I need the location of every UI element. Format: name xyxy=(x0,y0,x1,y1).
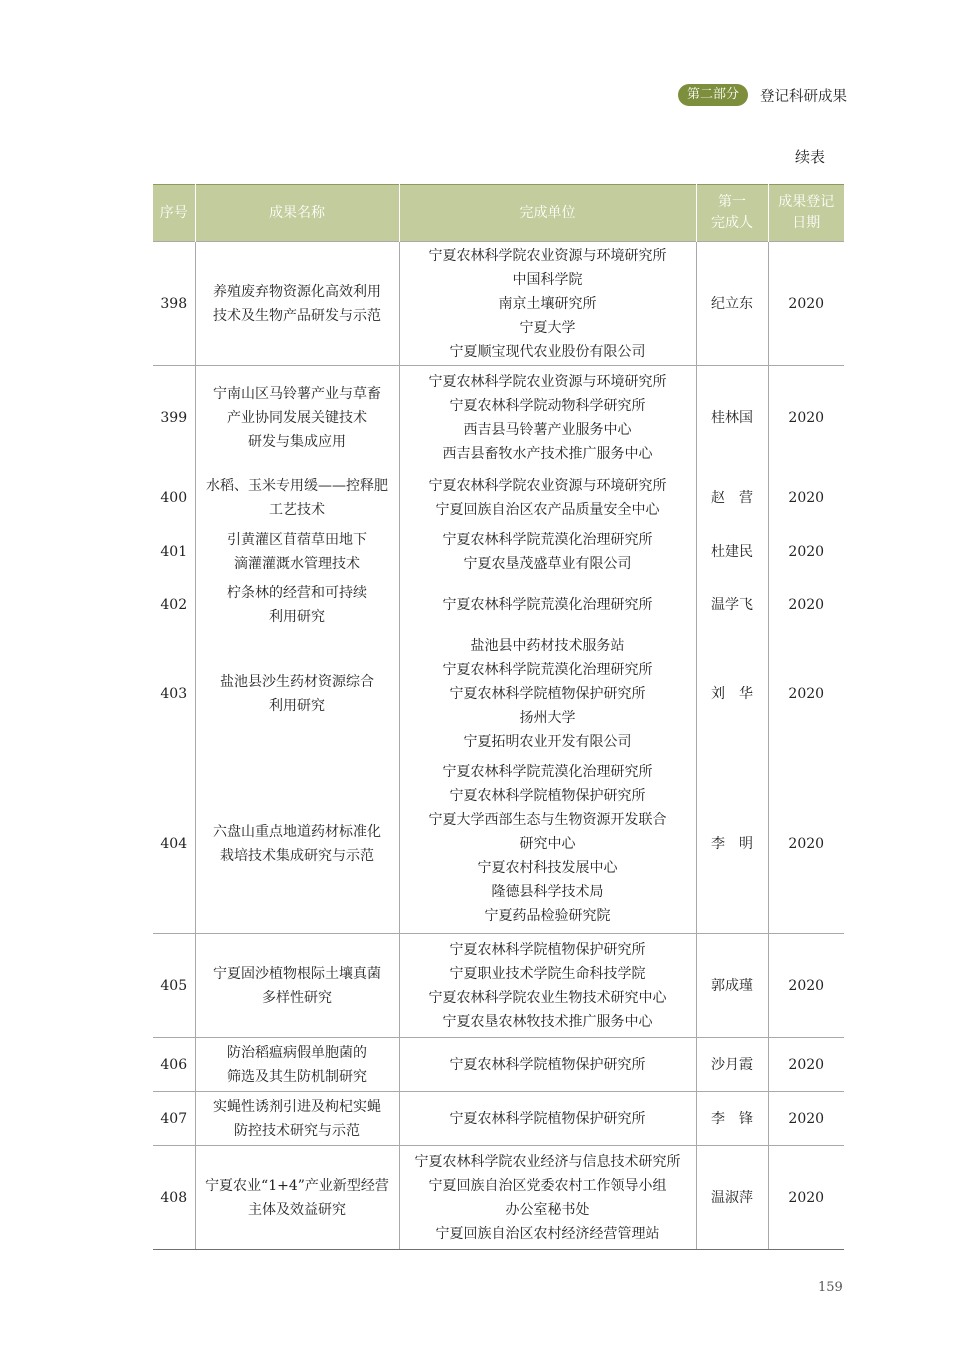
first-completer: 温淑萍 xyxy=(696,1146,768,1250)
table-row xyxy=(153,632,844,756)
result-name: 宁夏固沙植物根际土壤真菌 多样性研究 xyxy=(195,934,399,1038)
col-header-no: 序号 xyxy=(153,185,195,242)
table-row xyxy=(153,578,844,632)
row-number: 405 xyxy=(153,934,195,1038)
table-row xyxy=(153,1146,844,1250)
row-number: 403 xyxy=(160,685,188,702)
col-header-units: 完成单位 xyxy=(399,185,696,242)
completing-units: 宁夏农林科学院荒漠化治理研究所 宁夏农林科学院植物保护研究所 宁夏大学西部生态与生物资源开发联合 研究中心 宁夏农村科技发展中心 隆德县科学技术局 宁夏药品检验研究院 xyxy=(399,756,696,934)
row-number: 404 xyxy=(160,836,188,853)
row-number: 406 xyxy=(153,1038,195,1092)
registration-year: 2020 xyxy=(768,526,844,578)
row-number: 408 xyxy=(153,1146,195,1250)
result-name: 引黄灌区苜蓿草田地下 滴灌灌溉水管理技术 xyxy=(195,526,399,578)
completing-units: 宁夏农林科学院荒漠化治理研究所 宁夏农垦茂盛草业有限公司 xyxy=(399,526,696,578)
first-completer: 郭成瑾 xyxy=(696,934,768,1038)
result-name: 六盘山重点地道药材标准化 栽培技术集成研究与示范 xyxy=(195,756,399,934)
registration-year: 2020 xyxy=(768,366,844,470)
registration-year: 2020 xyxy=(768,1038,844,1092)
result-name: 防治稻瘟病假单胞菌的 筛选及其生防机制研究 xyxy=(195,1038,399,1092)
completing-units: 宁夏农林科学院农业资源与环境研究所 宁夏农林科学院动物科学研究所 西吉县马铃薯产业服务中心 西吉县畜牧水产技术推广服务中心 xyxy=(399,366,696,470)
registration-year: 2020 xyxy=(768,632,844,756)
row-number: 407 xyxy=(153,1092,195,1146)
first-completer: 刘 华 xyxy=(696,632,768,756)
row-number: 399 xyxy=(153,366,195,470)
table-row xyxy=(153,242,844,366)
col-header-year: 成果登记 日期 xyxy=(768,185,844,242)
completing-units: 宁夏农林科学院农业资源与环境研究所 中国科学院 南京土壤研究所 宁夏大学 宁夏顺宝现代农业股份有限公司 xyxy=(399,242,696,366)
registration-year: 2020 xyxy=(768,578,844,632)
page-number: 159 xyxy=(818,1280,843,1295)
table-row xyxy=(153,934,844,1038)
table-row xyxy=(153,470,844,526)
part-badge: 第二部分 xyxy=(678,84,748,106)
result-name: 盐池县沙生药材资源综合 利用研究 xyxy=(195,632,399,756)
row-number: 401 xyxy=(160,543,188,560)
first-completer: 赵 营 xyxy=(696,470,768,526)
registration-year: 2020 xyxy=(768,1146,844,1250)
table-row xyxy=(153,526,844,578)
result-name: 实蝇性诱剂引进及枸杞实蝇 防控技术研究与示范 xyxy=(195,1092,399,1146)
row-number: 398 xyxy=(153,242,195,366)
first-completer: 桂林国 xyxy=(696,366,768,470)
table-row xyxy=(153,1092,844,1146)
col-header-person: 第一 完成人 xyxy=(696,185,768,242)
completing-units: 宁夏农林科学院植物保护研究所 xyxy=(399,1092,696,1146)
result-name: 水稻、玉米专用缓——控释肥 工艺技术 xyxy=(195,470,399,526)
section-title: 登记科研成果 xyxy=(760,88,848,105)
continued-label: 续表 xyxy=(795,148,826,166)
registration-year: 2020 xyxy=(768,242,844,366)
first-completer: 沙月霞 xyxy=(696,1038,768,1092)
completing-units: 盐池县中药材技术服务站 宁夏农林科学院荒漠化治理研究所 宁夏农林科学院植物保护研究所 扬州大学 宁夏拓明农业开发有限公司 xyxy=(399,632,696,756)
result-name: 宁南山区马铃薯产业与草畜 产业协同发展关键技术 研发与集成应用 xyxy=(195,366,399,470)
first-completer: 温学飞 xyxy=(696,578,768,632)
running-header xyxy=(678,84,847,106)
completing-units: 宁夏农林科学院植物保护研究所 宁夏职业技术学院生命科技学院 宁夏农林科学院农业生物技术研究中心 宁夏农垦农林牧技术推广服务中心 xyxy=(399,934,696,1038)
table-row xyxy=(153,366,844,470)
result-name: 宁夏农业“1+4”产业新型经营 主体及效益研究 xyxy=(195,1146,399,1250)
results-table xyxy=(153,184,844,1250)
first-completer: 杜建民 xyxy=(696,526,768,578)
table-row xyxy=(153,756,844,934)
registration-year: 2020 xyxy=(768,470,844,526)
row-number: 400 xyxy=(160,489,188,506)
first-completer: 纪立东 xyxy=(696,242,768,366)
registration-year: 2020 xyxy=(768,1092,844,1146)
registration-year: 2020 xyxy=(768,756,844,934)
col-header-name: 成果名称 xyxy=(195,185,399,242)
first-completer: 李 明 xyxy=(696,756,768,934)
completing-units: 宁夏农林科学院植物保护研究所 xyxy=(399,1038,696,1092)
completing-units: 宁夏农林科学院荒漠化治理研究所 xyxy=(399,578,696,632)
registration-year: 2020 xyxy=(768,934,844,1038)
completing-units: 宁夏农林科学院农业经济与信息技术研究所 宁夏回族自治区党委农村工作领导小组 办公室秘书处 宁夏回族自治区农村经济经营管理站 xyxy=(399,1146,696,1250)
table-row xyxy=(153,1038,844,1092)
completing-units: 宁夏农林科学院农业资源与环境研究所 宁夏回族自治区农产品质量安全中心 xyxy=(399,470,696,526)
first-completer: 李 锋 xyxy=(696,1092,768,1146)
row-number: 402 xyxy=(160,596,188,613)
result-name: 养殖废弃物资源化高效利用 技术及生物产品研发与示范 xyxy=(195,242,399,366)
result-name: 柠条林的经营和可持续 利用研究 xyxy=(195,578,399,632)
